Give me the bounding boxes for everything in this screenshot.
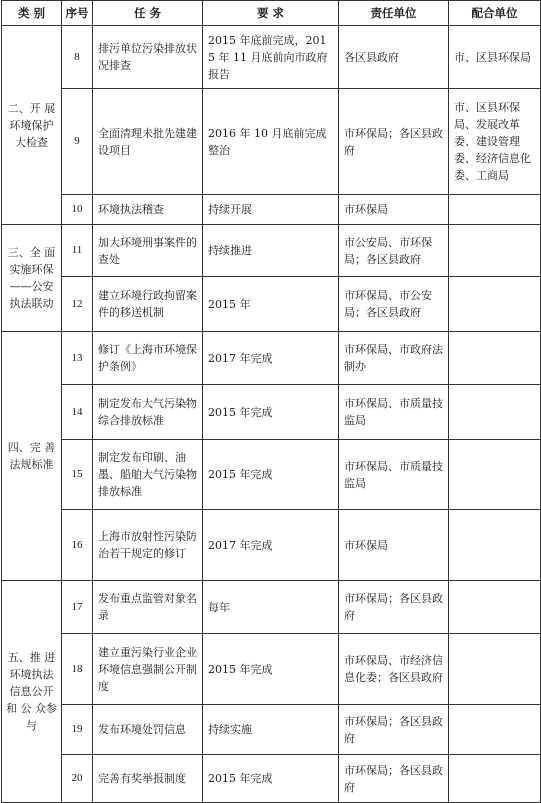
- requirement-cell: 2015 年完成: [203, 755, 339, 803]
- task-cell: 制定发布印刷、油墨、船舶大气污染物排放标准: [93, 440, 203, 510]
- responsible-cell: 市环保局；各区县政府: [339, 581, 449, 634]
- requirement-cell: 持续开展: [203, 195, 339, 225]
- row-number: 15: [62, 440, 93, 510]
- task-cell: 建立环境行政拘留案件的移送机制: [93, 277, 203, 332]
- requirement-cell: 2015 年: [203, 277, 339, 332]
- responsible-cell: 市环保局、市质量技监局: [339, 385, 449, 440]
- cooperating-cell: [449, 634, 541, 705]
- responsible-cell: 市环保局；各区县政府: [339, 705, 449, 755]
- task-cell: 环境执法稽查: [93, 195, 203, 225]
- requirement-cell: 2015 年底前完成，2015 年 11 月底前向市政府报告: [203, 26, 339, 89]
- category-cell: 五、推 进环境执法信息公开和 公 众参与: [2, 581, 62, 803]
- responsible-cell: 各区县政府: [339, 26, 449, 89]
- header-no: 序号: [62, 1, 93, 26]
- row-number: 9: [62, 89, 93, 195]
- responsible-cell: 市环保局: [339, 195, 449, 225]
- header-task: 任 务: [93, 1, 203, 26]
- requirement-cell: 2015 年完成: [203, 385, 339, 440]
- responsible-cell: 市环保局；各区县政府: [339, 755, 449, 803]
- table-row: [2, 195, 541, 225]
- responsible-cell: 市环保局；各区县政府: [339, 89, 449, 195]
- table-row: [2, 385, 541, 440]
- requirement-cell: 2016 年 10 月底前完成整治: [203, 89, 339, 195]
- row-number: 16: [62, 510, 93, 581]
- row-number: 13: [62, 332, 93, 385]
- cooperating-cell: [449, 385, 541, 440]
- task-cell: 发布环境处罚信息: [93, 705, 203, 755]
- responsible-cell: 市环保局: [339, 510, 449, 581]
- category-cell: 三、全 面实施环保——公安执法联动: [2, 225, 62, 332]
- task-cell: 排污单位污染排放状况排查: [93, 26, 203, 89]
- header-requirement: 要 求: [203, 1, 339, 26]
- requirement-cell: 每年: [203, 581, 339, 634]
- task-cell: 全面清理未批先建建设项目: [93, 89, 203, 195]
- task-cell: 修订《上海市环境保护条例》: [93, 332, 203, 385]
- row-number: 8: [62, 26, 93, 89]
- table-row: [2, 510, 541, 581]
- row-number: 11: [62, 225, 93, 277]
- table-row: [2, 634, 541, 705]
- cooperating-cell: [449, 195, 541, 225]
- requirement-cell: 2017 年完成: [203, 332, 339, 385]
- cooperating-cell: [449, 705, 541, 755]
- table-row: [2, 440, 541, 510]
- cooperating-cell: 市、区县环保局、发展改革委、建设管理委、经济信息化委、工商局: [449, 89, 541, 195]
- cooperating-cell: [449, 440, 541, 510]
- header-responsible: 责任单位: [339, 1, 449, 26]
- cooperating-cell: [449, 510, 541, 581]
- table-row: [2, 581, 541, 634]
- table-row: [2, 705, 541, 755]
- task-cell: 制定发布大气污染物综合排放标准: [93, 385, 203, 440]
- row-number: 20: [62, 755, 93, 803]
- task-cell: 加大环境刑事案件的查处: [93, 225, 203, 277]
- task-cell: 建立重污染行业企业环境信息强制公开制度: [93, 634, 203, 705]
- table-row: [2, 755, 541, 803]
- table-row: [2, 26, 541, 89]
- table-row: [2, 89, 541, 195]
- responsible-cell: 市环保局、市政府法制办: [339, 332, 449, 385]
- row-number: 17: [62, 581, 93, 634]
- cooperating-cell: [449, 225, 541, 277]
- task-cell: 完善有奖举报制度: [93, 755, 203, 803]
- header-category: 类 别: [2, 1, 62, 26]
- requirement-cell: 2015 年完成: [203, 440, 339, 510]
- task-cell: 发布重点监管对象名录: [93, 581, 203, 634]
- requirement-cell: 持续实施: [203, 705, 339, 755]
- row-number: 12: [62, 277, 93, 332]
- table-row: [2, 277, 541, 332]
- table-row: [2, 225, 541, 277]
- row-number: 18: [62, 634, 93, 705]
- cooperating-cell: [449, 581, 541, 634]
- cooperating-cell: [449, 277, 541, 332]
- cooperating-cell: 市、区县环保局: [449, 26, 541, 89]
- table-header-row: [2, 1, 541, 26]
- responsible-cell: 市公安局、市环保局；各区县政府: [339, 225, 449, 277]
- task-table: [1, 0, 541, 803]
- row-number: 14: [62, 385, 93, 440]
- table-row: [2, 332, 541, 385]
- responsible-cell: 市环保局、市经济信息化委；各区县政府: [339, 634, 449, 705]
- task-cell: 上海市放射性污染防治若干规定的修订: [93, 510, 203, 581]
- category-cell: 二、开 展环境保护大检查: [2, 26, 62, 225]
- requirement-cell: 持续推进: [203, 225, 339, 277]
- requirement-cell: 2015 年完成: [203, 634, 339, 705]
- responsible-cell: 市环保局、市公安局；各区县政府: [339, 277, 449, 332]
- requirement-cell: 2017 年完成: [203, 510, 339, 581]
- header-cooperating: 配合单位: [449, 1, 541, 26]
- cooperating-cell: [449, 332, 541, 385]
- row-number: 10: [62, 195, 93, 225]
- cooperating-cell: [449, 755, 541, 803]
- category-cell: 四、完 善法规标准: [2, 332, 62, 581]
- row-number: 19: [62, 705, 93, 755]
- responsible-cell: 市环保局、市质量技监局: [339, 440, 449, 510]
